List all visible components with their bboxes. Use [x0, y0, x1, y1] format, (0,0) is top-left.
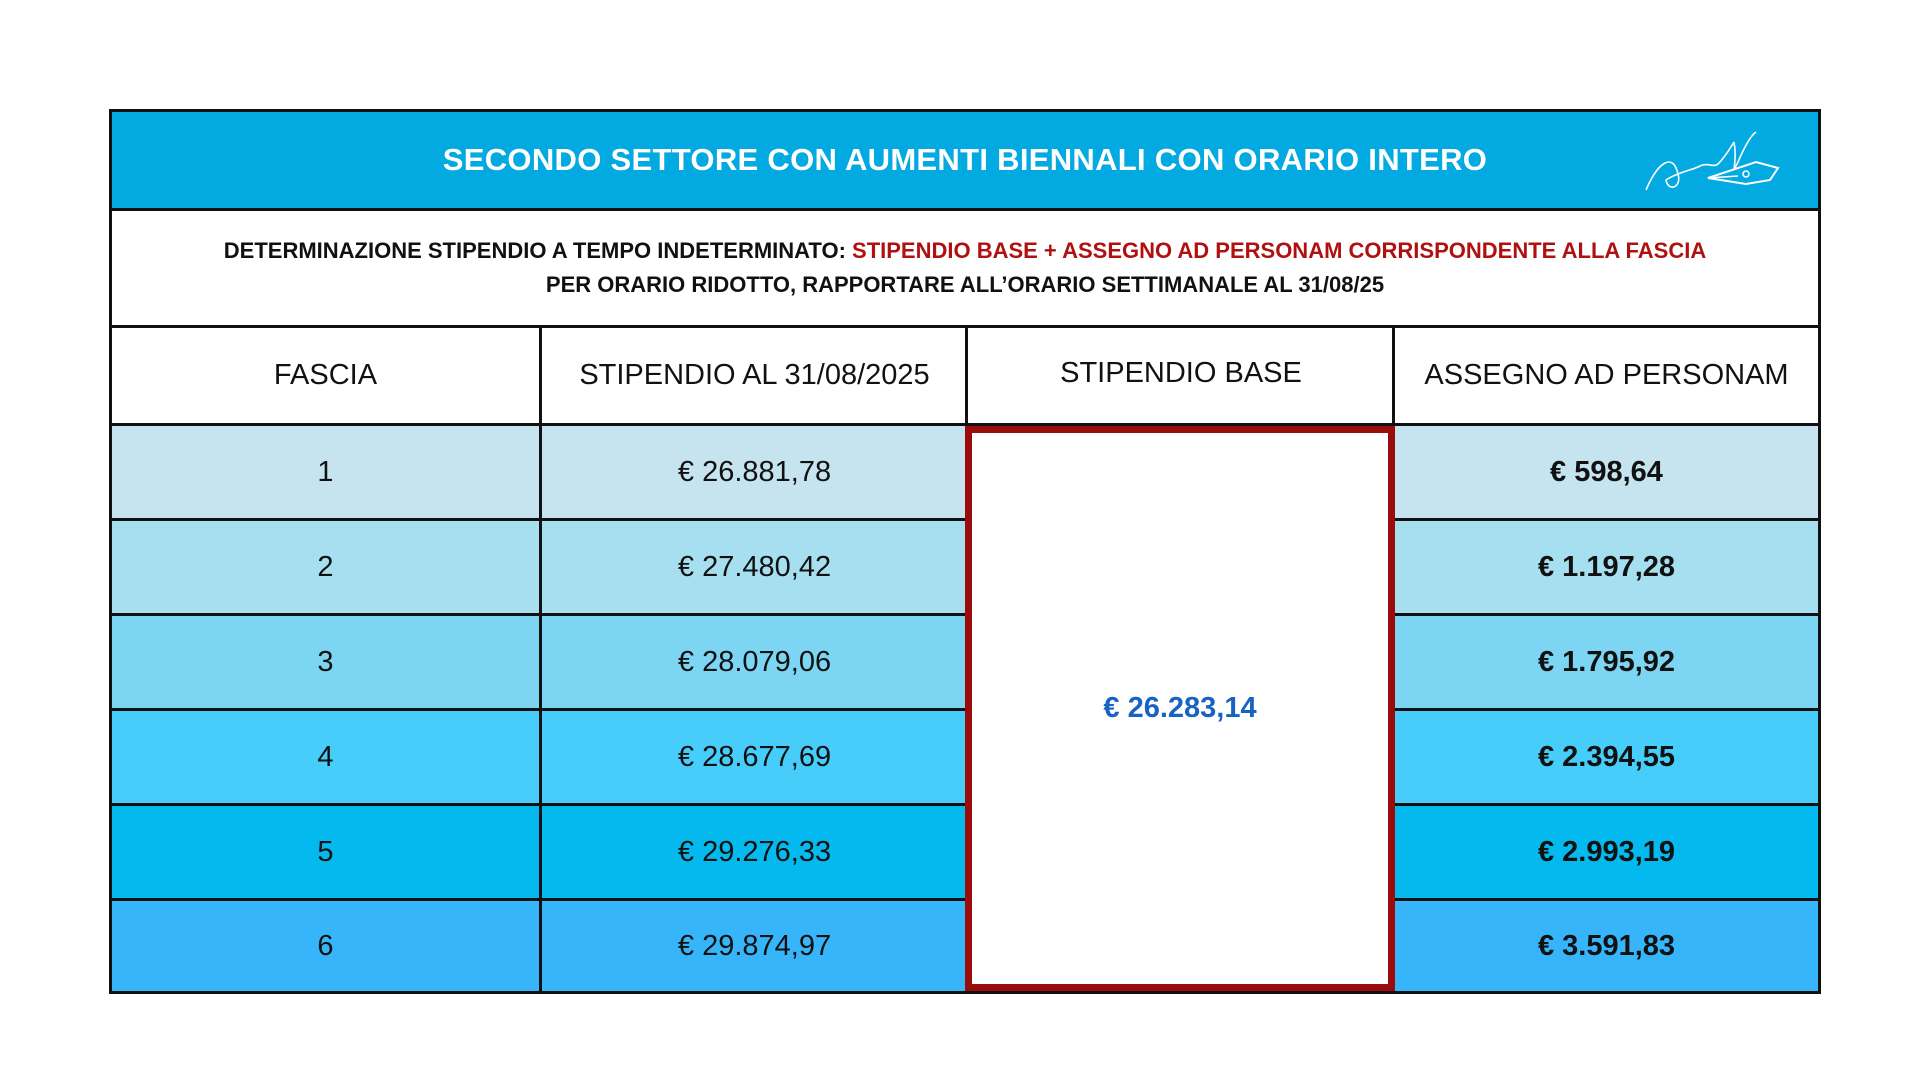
grid-divider [112, 708, 965, 711]
header-assegno: ASSEGNO AD PERSONAM [1395, 328, 1818, 426]
grid-divider [1392, 803, 1818, 806]
salary-table [109, 109, 1821, 994]
cell-stipendio: € 28.677,69 [542, 711, 967, 803]
cell-stipendio: € 29.874,97 [542, 901, 967, 991]
grid-divider [539, 328, 542, 991]
grid-divider [112, 898, 965, 901]
grid-divider [112, 803, 965, 806]
cell-assegno: € 3.591,83 [1395, 901, 1818, 991]
cell-assegno: € 2.993,19 [1395, 806, 1818, 898]
logo [1638, 122, 1788, 202]
subtitle-line-1 [224, 234, 1706, 268]
cell-stipendio: € 29.276,33 [542, 806, 967, 898]
cell-stipendio: € 26.881,78 [542, 426, 967, 518]
header-fascia: FASCIA [112, 328, 539, 426]
cell-assegno: € 1.795,92 [1395, 616, 1818, 708]
subtitle-prefix: DETERMINAZIONE STIPENDIO A TEMPO INDETERMINATO: [223, 238, 853, 263]
stipendio-base-box [965, 426, 1395, 991]
title-bar [112, 112, 1818, 211]
cell-assegno: € 2.394,55 [1395, 711, 1818, 803]
grid-divider [112, 613, 965, 616]
table-title: SECONDO SETTORE CON AUMENTI BIENNALI CON ORARIO INTERO [442, 142, 1488, 177]
column-fascia [112, 328, 539, 991]
cell-fascia: 2 [112, 521, 539, 613]
column-assegno [1395, 328, 1818, 991]
cell-stipendio: € 28.079,06 [542, 616, 967, 708]
grid-divider [1392, 708, 1818, 711]
cell-fascia: 3 [112, 616, 539, 708]
cell-assegno: € 1.197,28 [1395, 521, 1818, 613]
grid-divider [1392, 613, 1818, 616]
grid-divider [1392, 898, 1818, 901]
subtitle-line-2: PER ORARIO RIDOTTO, RAPPORTARE ALL’ORARIO SETTIMANALE AL 31/08/25 [545, 272, 1385, 297]
pen-nib-icon [1638, 122, 1788, 202]
cell-fascia: 5 [112, 806, 539, 898]
column-stipendio-2025 [542, 328, 967, 991]
header-stipendio-base: STIPENDIO BASE [968, 328, 1394, 426]
grid-divider [112, 518, 965, 521]
data-grid [112, 328, 1818, 991]
subtitle-highlight: STIPENDIO BASE + ASSEGNO AD PERSONAM CORRISPONDENTE ALLA FASCIA [852, 238, 1707, 263]
cell-assegno: € 598,64 [1395, 426, 1818, 518]
cell-fascia: 6 [112, 901, 539, 991]
stipendio-base-value: € 26.283,14 [1103, 692, 1257, 724]
cell-fascia: 4 [112, 711, 539, 803]
grid-divider [1392, 518, 1818, 521]
cell-fascia: 1 [112, 426, 539, 518]
header-stipendio-2025: STIPENDIO AL 31/08/2025 [542, 328, 967, 426]
subtitle [112, 211, 1818, 328]
cell-stipendio: € 27.480,42 [542, 521, 967, 613]
